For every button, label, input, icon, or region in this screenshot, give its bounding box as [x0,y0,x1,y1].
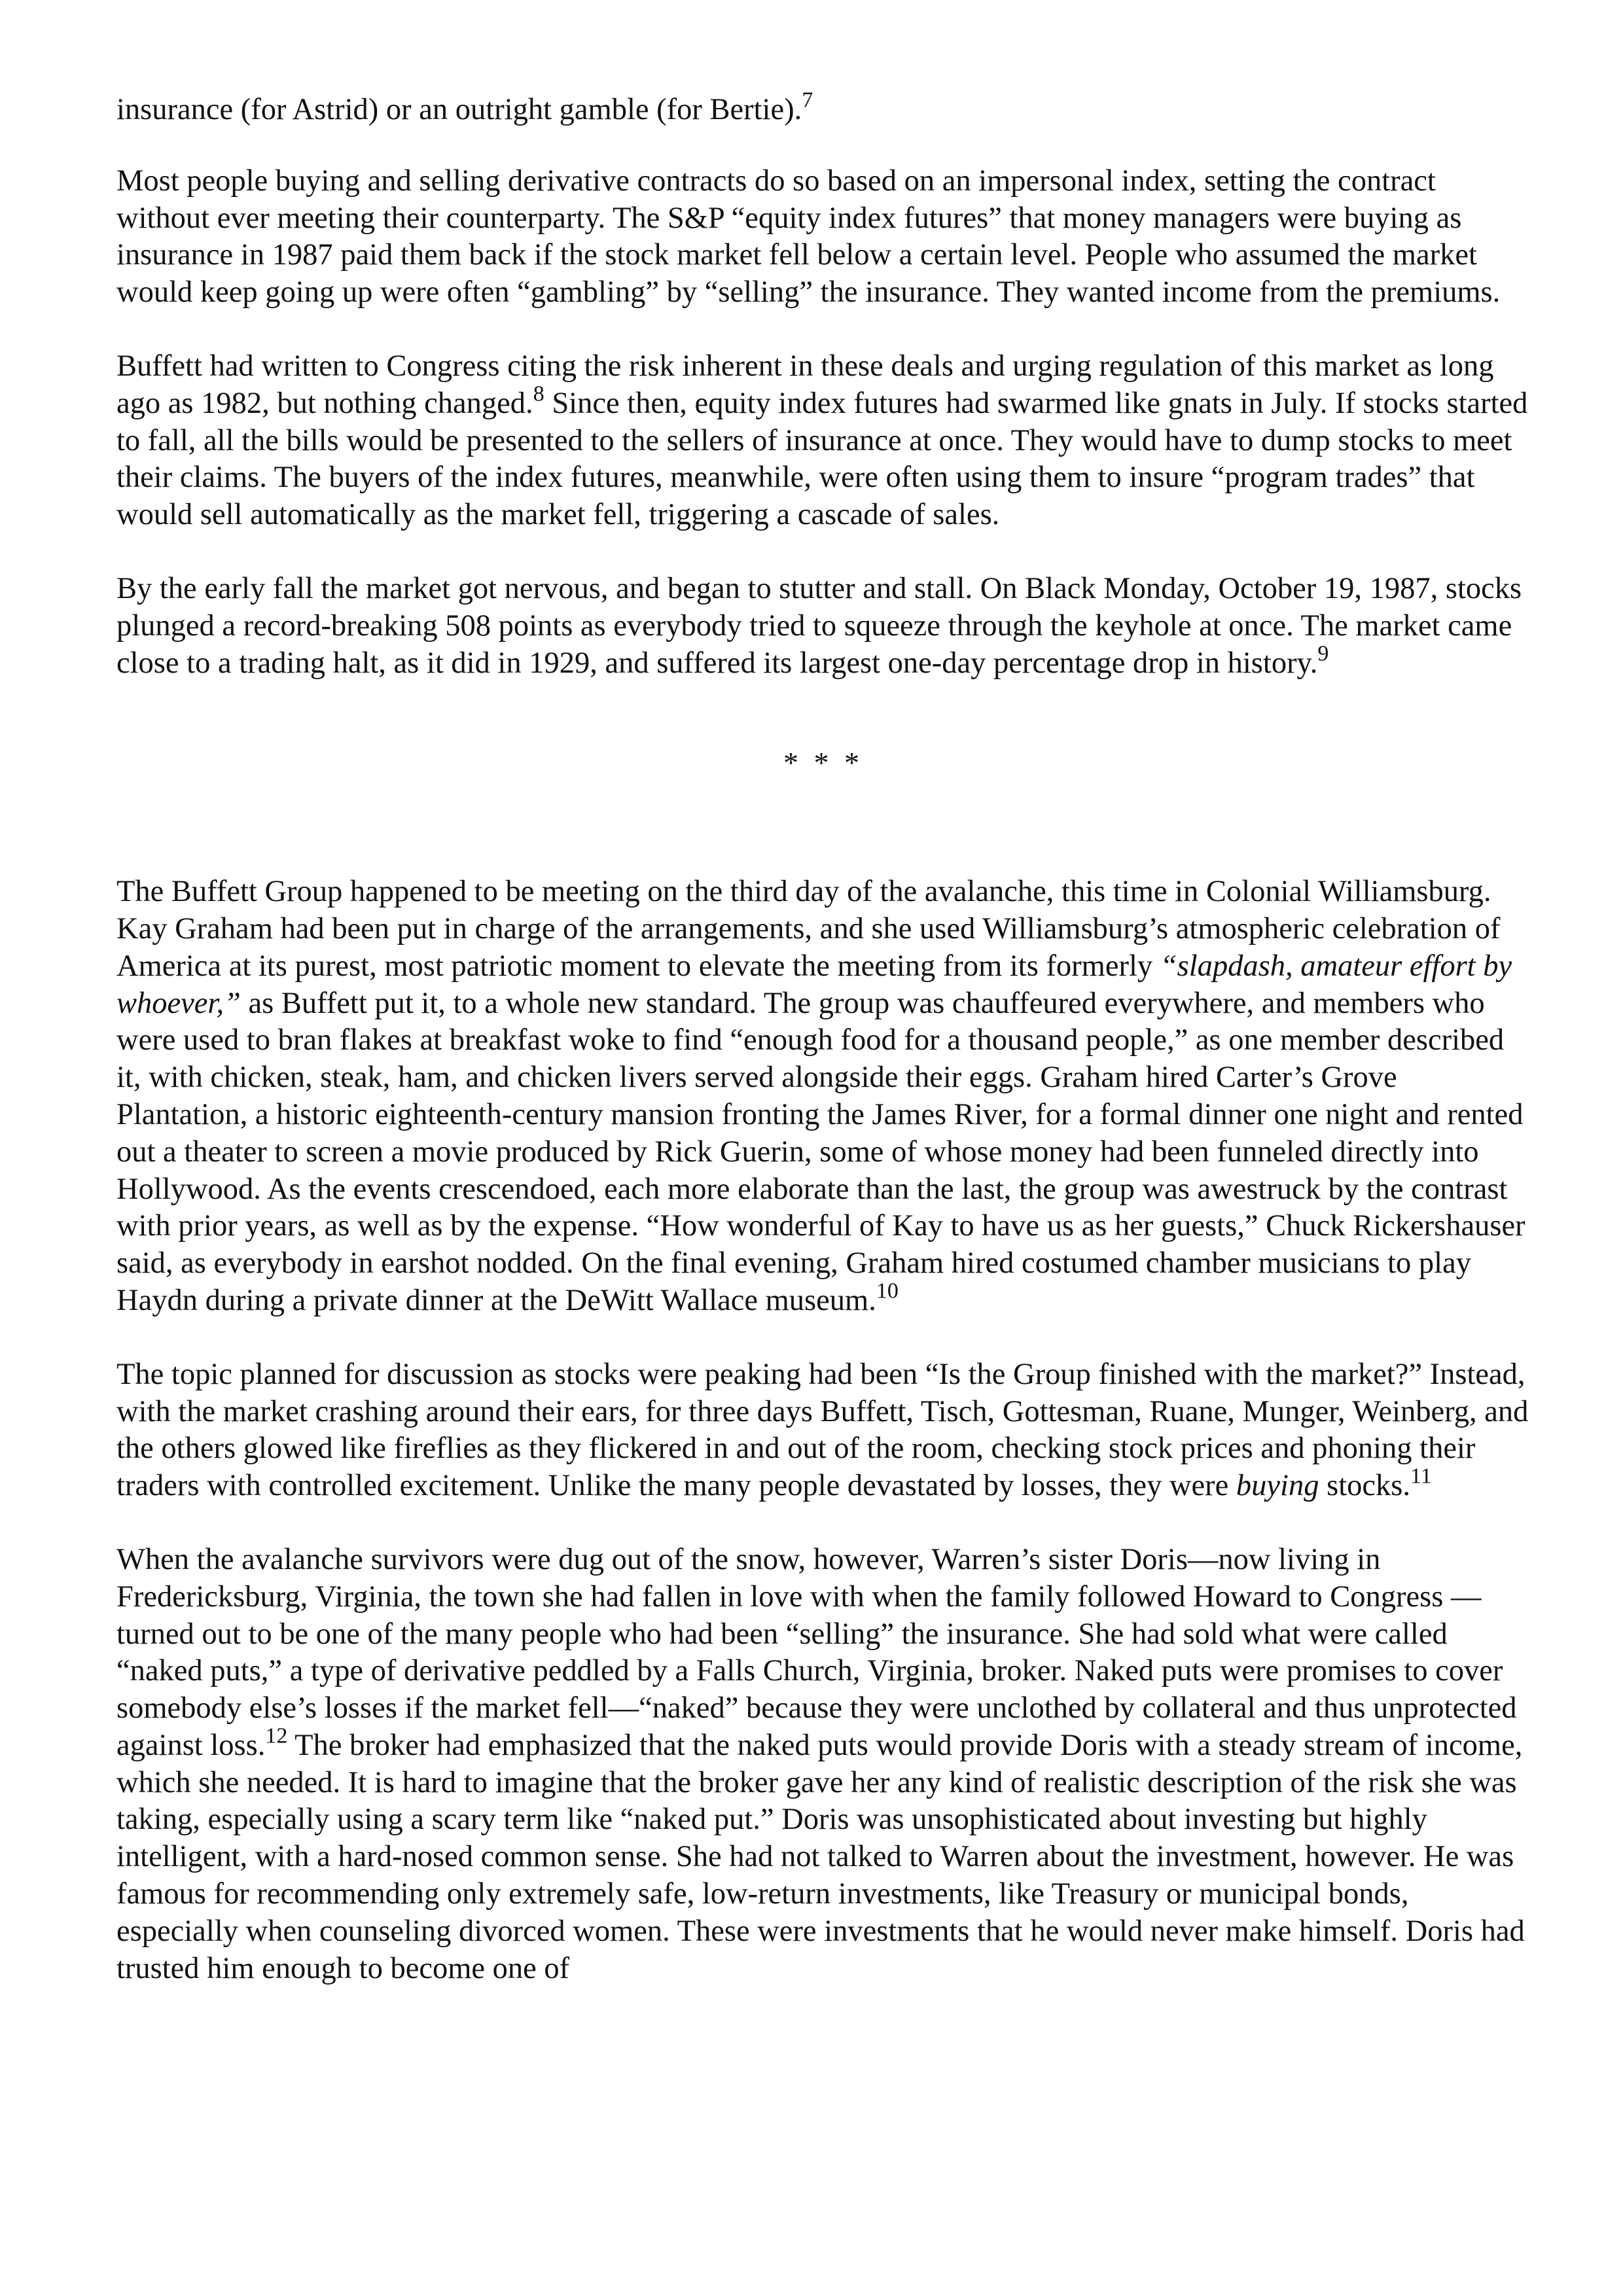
scene-break: * * * [783,746,863,780]
body-text-before-break [116,88,1530,682]
text-run: Most people buying and selling derivative contracts do so based on an impersonal index, setting the contract without ever meeting their counterparty. The S&P “equity index futures” that money managers were buying as insurance in 1987 paid them back if the stock market fell below a certain level. People who assumed the market would keep going up were often “gambling” by “selling” the insurance. They wanted income from the premiums. [116,164,1501,309]
emphasis-text: buying [1236,1469,1319,1503]
paragraph [116,1356,1530,1505]
footnote-marker: 9 [1317,641,1329,665]
body-text-after-break [116,874,1530,1987]
paragraph [116,348,1530,534]
text-run: By the early fall the market got nervous, and began to stutter and stall. On Black Monday, October 19, 1987, stocks plunged a record-breaking 508 points as everybody tried to squeeze through the keyhole at once. The market came close to a trading halt, as it did in 1929, and suffered its largest one-day percentage drop in history. [116,571,1522,680]
paragraph [116,88,1530,129]
text-run: The broker had emphasized that the naked puts would provide Doris with a steady stream of income, which she needed. It is hard to imagine that the broker gave her any kind of realistic description of the risk she was taking, especially using a scary term like “naked put.” Doris was unsophisticated about investing but highly intelligent, with a hard-nosed common sense. She had not talked to Warren about the investment, however. He was famous for recommending only extremely safe, low-return investments, like Treasury or municipal bonds, especially when counseling divorced women. These were investments that he would never make himself. Doris had trusted him enough to become one of [116,1728,1525,1985]
footnote-marker: 8 [533,381,544,406]
book-page [116,88,1530,2024]
text-run: Since then, equity index futures had swarmed like gnats in July. If stocks started to fall, all the bills would be presented to the sellers of insurance at once. They would have to dump stocks to meet their claims. The buyers of the index futures, meanwhile, were often using them to insure “program trades” that would sell automatically as the market fell, triggering a cascade of sales. [116,386,1528,532]
paragraph [116,874,1530,1320]
text-run: as Buffett put it, to a whole new standard. The group was chauffeured everywhere, and members who were used to bran flakes at breakfast woke to find “enough food for a thousand people,” as one member described it, with chicken, steak, ham, and chicken livers served alongside their eggs. Graham hired Carter’s Grove Plantation, a historic eighteenth-century mansion fronting the James River, for a formal dinner one night and rented out a theater to screen a movie produced by Rick Guerin, some of whose money had been funneled directly into Hollywood. As the events crescendoed, each more elaborate than the last, the group was awestruck by the contrast with prior years, as well as by the expense. “How wonderful of Kay to have us as her guests,” Chuck Rickershauser said, as everybody in earshot nodded. On the final evening, Graham hired costumed chamber musicians to play Haydn during a private dinner at the DeWitt Wallace museum. [116,986,1525,1317]
footnote-marker: 12 [265,1723,288,1748]
paragraph [116,163,1530,311]
text-run: Buffett had written to Congress citing the risk inherent in these deals and urging regulation of this market as long ago as 1982, but nothing changed. [116,349,1494,420]
text-run: The Buffett Group happened to be meeting on the third day of the avalanche, this time in Colonial Williamsburg. Kay Graham had been put in charge of the arrangements, and she used Williamsburg’s atmospheric celebration of America at its purest, most patriotic moment to elevate the meeting from its formerly [116,875,1501,983]
footnote-marker: 11 [1410,1464,1432,1489]
text-run: stocks. [1319,1469,1410,1503]
emphasis-text: “slapdash, amateur effort by whoever,” [116,949,1512,1020]
text-run: The topic planned for discussion as stocks were peaking had been “Is the Group finished with the market?” Instead, with the market crashing around their ears, for three days Buffett, Tisch, Gottesman, Ruane, Munger, Weinberg, and the others glowed like fireflies as they flickered in and out of the room, checking stock prices and phoning their traders with controlled excitement. Unlike the many people devastated by losses, they were [116,1357,1529,1503]
footnote-marker: 7 [802,88,813,113]
text-run: When the avalanche survivors were dug out of the snow, however, Warren’s sister Doris—now living in Fredericksburg, Virginia, the town she had fallen in love with when the family followed Howard to Congress —turned out to be one of the many people who had been “selling” the insurance. She had sold what were called “naked puts,” a type of derivative peddled by a Falls Church, Virginia, broker. Naked puts were promises to cover somebody else’s losses if the market fell—“naked” because they were unclothed by collateral and thus unprotected against loss. [116,1542,1517,1762]
paragraph [116,571,1530,682]
text-run: insurance (for Astrid) or an outright gamble (for Bertie). [116,93,802,126]
footnote-marker: 10 [876,1279,899,1303]
paragraph [116,1542,1530,1988]
